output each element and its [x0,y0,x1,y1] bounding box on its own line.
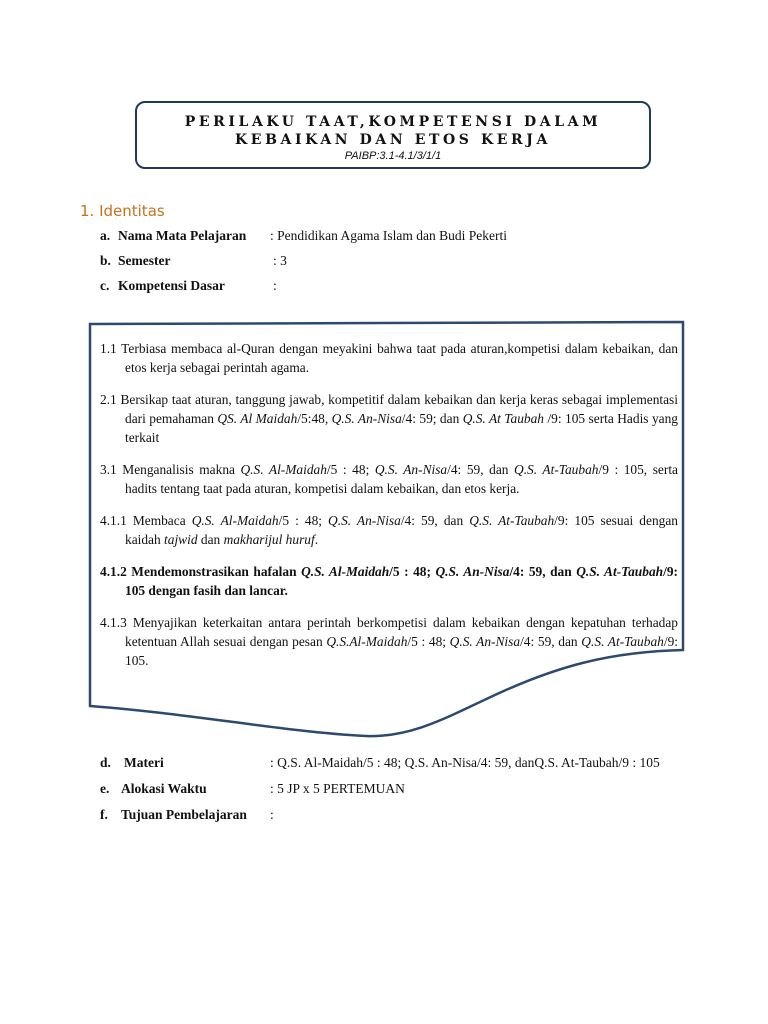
competency-item [100,613,678,670]
competency-text-segment: Q.S. Al-Maidah [301,564,390,579]
competency-text-segment: Q.S. Al-Maidah [240,462,327,477]
competency-text-segment: /5 : 48; [389,564,436,579]
row-value: : 5 JP x 5 PERTEMUAN [270,781,405,796]
competency-text-segment: tajwid [164,532,198,547]
competency-text-segment: Q.S. At Taubah [462,411,548,426]
competency-text-segment: /4: 59, dan [520,634,582,649]
competency-text-segment: Q.S. An-Nisa [374,462,448,477]
title-box [135,101,651,169]
competency-text-segment: /5 : 48; [278,513,329,528]
competency-text-segment: 1.1 Terbiasa membaca al-Quran dengan meyakini bahwa taat pada aturan,kompetisi dalam kebaikan, dan etos kerja sebagai perintah agama. [100,341,678,375]
row-label: Kompetensi Dasar [118,278,225,293]
row-key: d. [100,755,111,770]
competency-text-segment: Q.S. At-Taubah [469,513,555,528]
competency-text-segment: Q.S. An-Nisa [435,564,510,579]
competency-text-segment: /5:48, [297,411,332,426]
competency-text-segment: /9: 105 dengan fasih dan lancar. [125,564,678,598]
title-line-1: PERILAKU TAAT,KOMPETENSI DALAM [184,114,602,130]
competency-text-segment: makharijul huruf [223,532,315,547]
document-code: PAIBP:3.1-4.1/3/1/1 [344,150,442,162]
competency-text-segment: /4: 59; dan [401,411,463,426]
competency-item [100,390,678,447]
competency-text-segment: 2.1 Bersikap taat aturan, tanggung jawab, kompetitif dalam kebaikan dan kerja keras sebagai implementasi dari pemahaman [100,392,678,426]
row-label: Tujuan Pembelajaran [121,807,247,822]
row-value: : 3 [273,253,287,268]
competency-text-segment: Q.S. Al-Maidah [191,513,279,528]
competency-text-segment: Q.S. At-Taubah [581,634,664,649]
row-key: f. [100,807,108,822]
row-value: : Q.S. Al-Maidah/5 : 48; Q.S. An-Nisa/4: 59, danQ.S. At-Taubah/9 : 105 [270,755,660,770]
competency-text-segment: 4.1.3 Menyajikan keterkaitan antara perintah berkompetisi dalam kebaikan dengan kepatuhan terhadap ketentuan Allah sesuai dengan pesan [100,615,678,649]
competency-text-segment: 4.1.2 Mendemonstrasikan hafalan [100,564,302,579]
competency-text-segment: /9: 105 sesuai dengan kaidah [125,513,678,547]
competency-item [100,562,678,600]
row-key: e. [100,781,110,796]
competency-text-segment: Q.S. An-Nisa [331,411,402,426]
competency-text-segment: /4: 59, dan [447,462,515,477]
competency-item [100,339,678,377]
title-line-2: KEBAIKAN DAN ETOS KERJA [235,132,551,148]
competency-text-segment: Q.S. At-Taubah [576,564,664,579]
row-key: b. [100,253,111,268]
competency-list [100,339,678,683]
competency-text-segment: QS. Al Maidah [217,411,298,426]
competency-text-segment: Q.S. An-Nisa [449,634,521,649]
row-label: Semester [118,253,171,268]
competency-text-segment: /9: 105 serta Hadis yang terkait [125,411,678,445]
row-key: c. [100,278,110,293]
competency-text-segment: Q.S. An-Nisa [328,513,401,528]
row-value: : [273,278,277,293]
competency-text-segment: Q.S. At-Taubah [514,462,599,477]
competency-text-segment: /5 : 48; [407,634,450,649]
row-label: Nama Mata Pelajaran [118,228,247,243]
row-key: a. [100,228,111,243]
row-value: : [270,807,274,822]
competency-item [100,460,678,498]
competency-text-segment: . [314,532,319,547]
row-value: : Pendidikan Agama Islam dan Budi Pekerti [270,228,507,243]
row-label: Alokasi Waktu [121,781,207,796]
competency-text-segment: dan [197,532,224,547]
competency-text-segment: /4: 59, dan [400,513,470,528]
competency-text-segment: Q.S.Al-Maidah [326,634,408,649]
row-label: Materi [124,755,164,770]
competency-text-segment: 4.1.1 Membaca [100,513,192,528]
competency-text-segment: /9 : 105, serta hadits tentang taat pada aturan, kompetisi dalam kebaikan, dan etos kerja. [125,462,678,496]
competency-text-segment: 3.1 Menganalisis makna [100,462,241,477]
section-title: 1. Identitas [80,202,165,220]
competency-text-segment: /5 : 48; [326,462,375,477]
competency-text-segment: /4: 59, dan [509,564,577,579]
competency-item [100,511,678,549]
competency-text-segment: /9: 105. [125,634,678,668]
